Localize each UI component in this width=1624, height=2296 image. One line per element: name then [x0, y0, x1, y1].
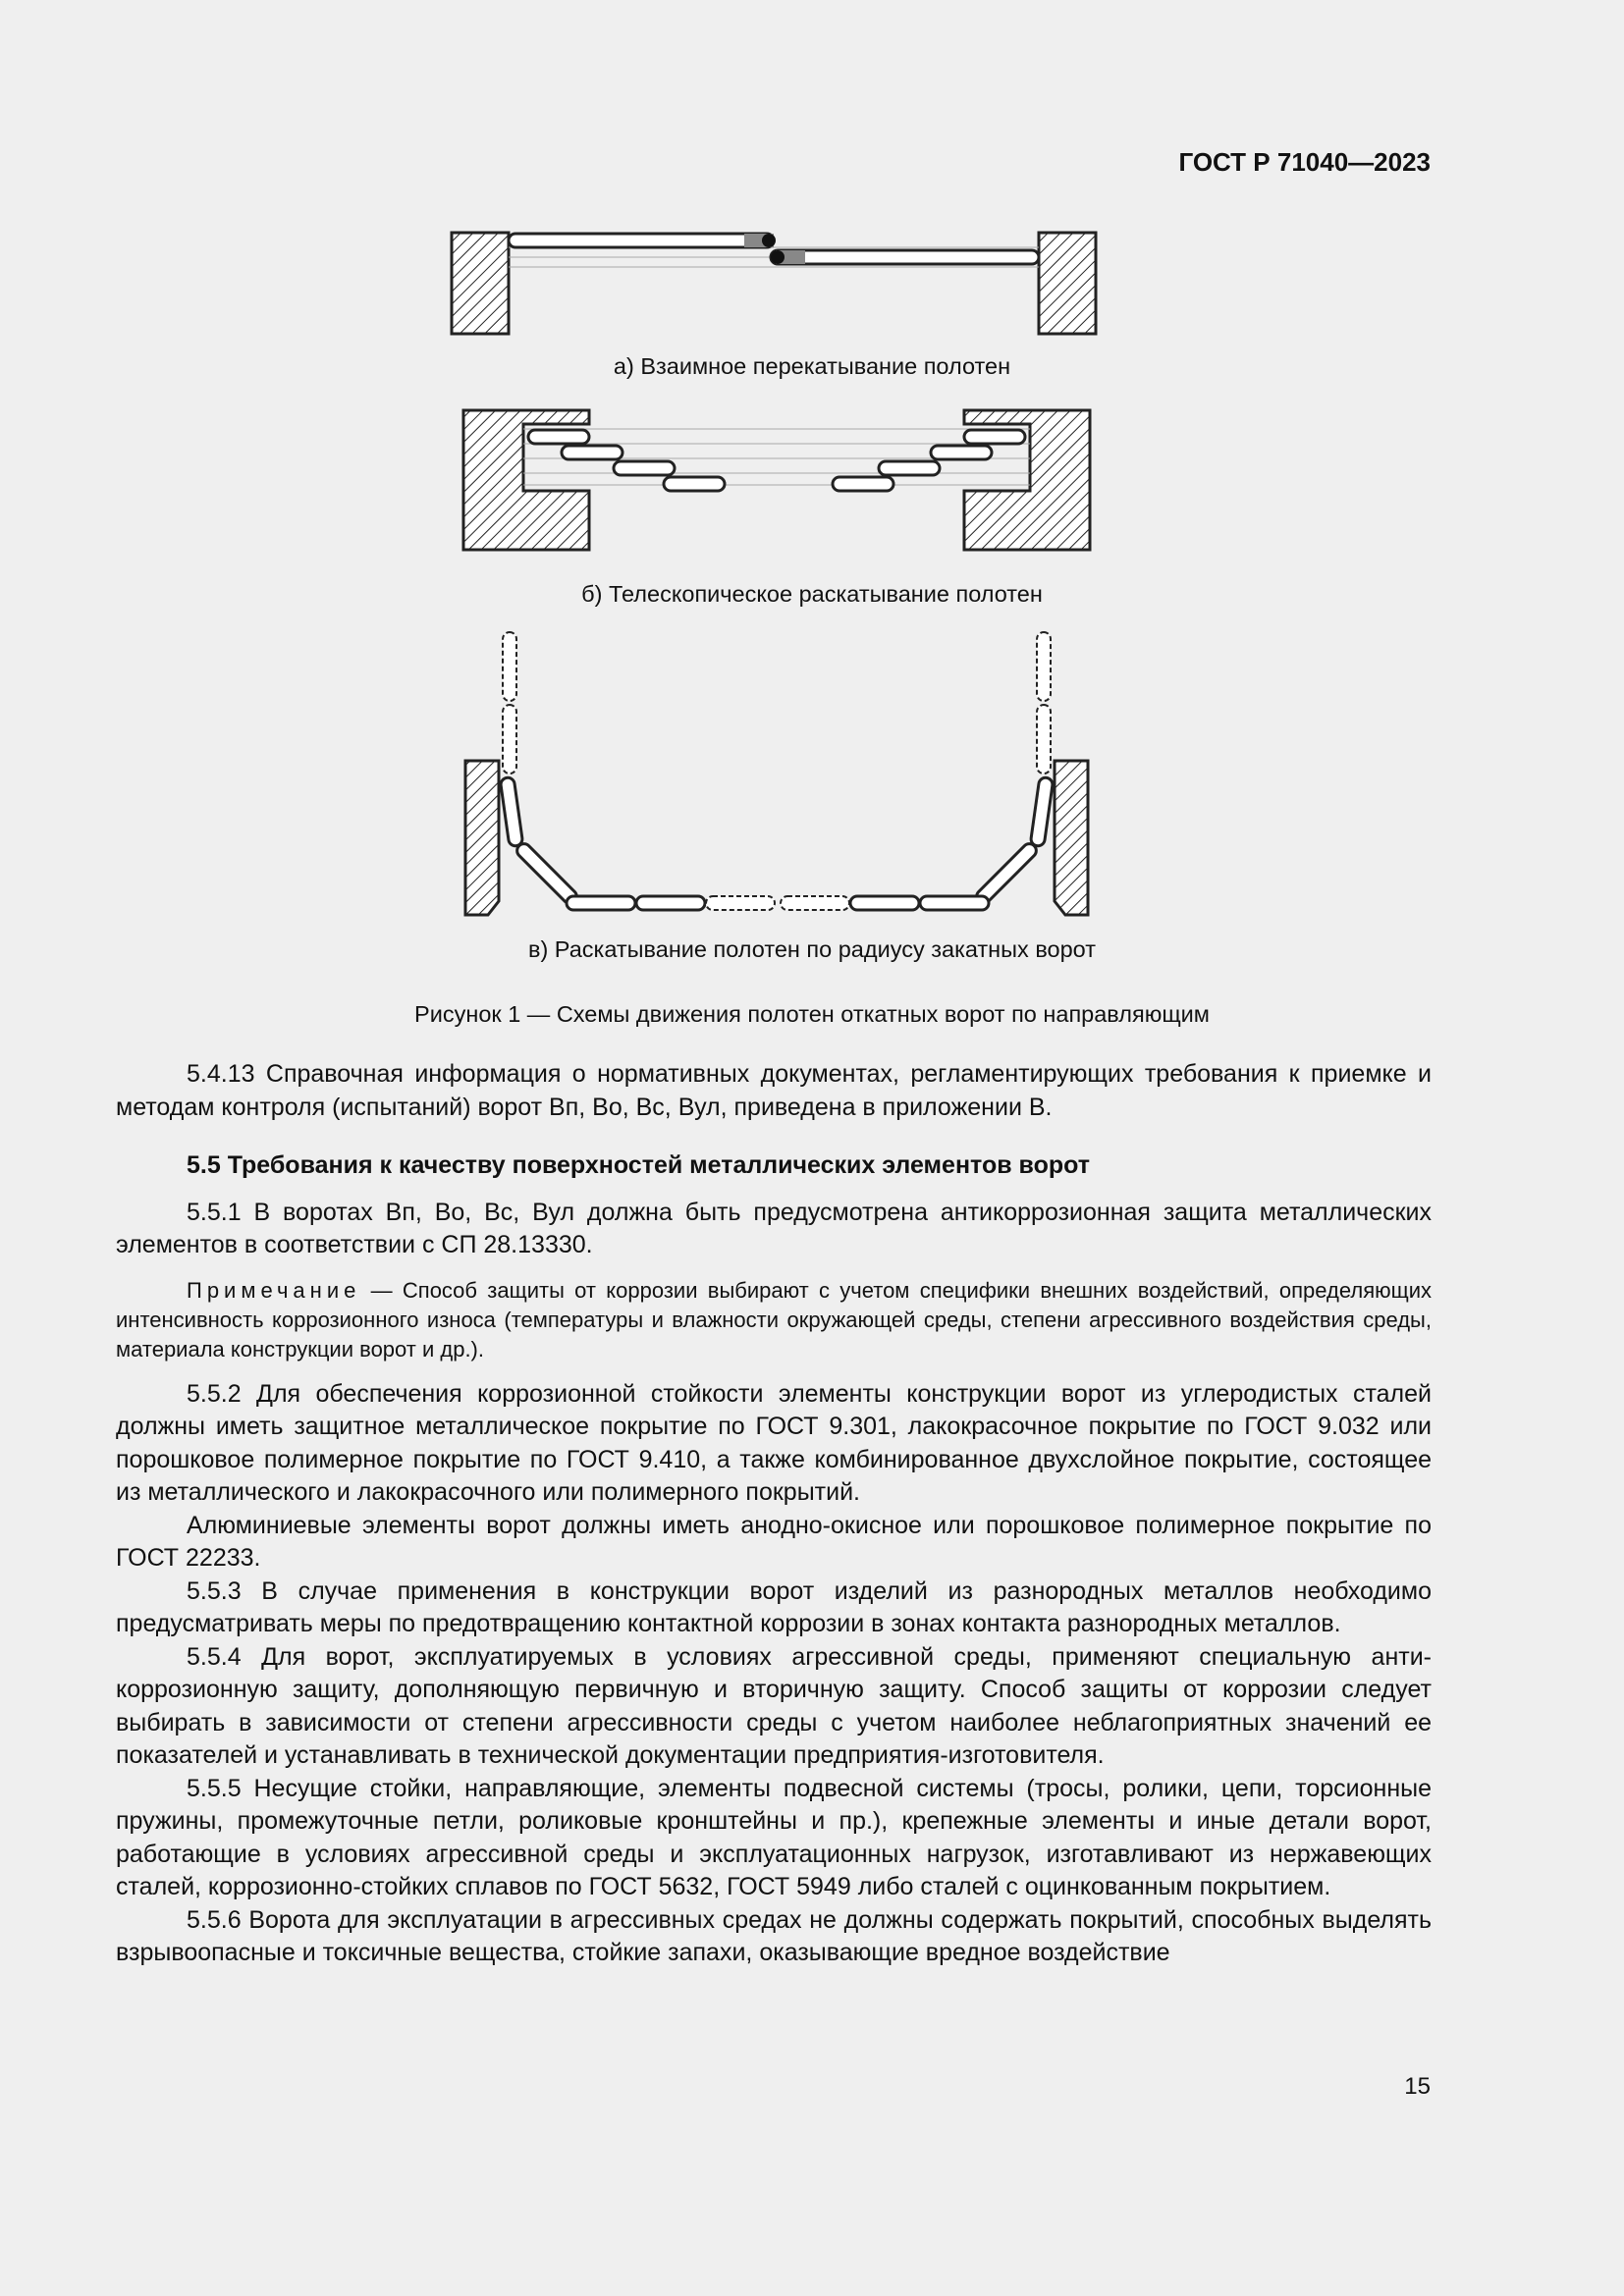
caption-b: б) Телескопическое раскатывание полотен — [581, 581, 1043, 607]
note-text: — Способ защиты от коррозии выбирают с учетом специфики внешних воздействий, определяющих интенсивность коррозионного износа (температуры и влажности окружающей среды, степени агрессивного воздействия среды, материала конструкции ворот и др.). — [116, 1277, 1432, 1362]
figure-title: Рисунок 1 — Схемы движения полотен откатных ворот по направляющим — [414, 1001, 1210, 1027]
paragraph-5-4-13: 5.4.13 Справочная информация о нормативных документах, регламентирующих требования к приемке и методам контроля (испытаний) ворот Вп, Во, Вс, Вул, приведена в приложении В. — [116, 1060, 1432, 1121]
document-header: ГОСТ Р 71040—2023 — [1178, 147, 1431, 177]
note-label: Примечание — [187, 1277, 361, 1303]
diagram-a — [452, 233, 1096, 334]
caption-a: а) Взаимное перекатывание полотен — [613, 353, 1011, 379]
paragraph-5-5-1: 5.5.1 В воротах Вп, Во, Вс, Вул должна быть предусмотрена антикоррозионная защита металлических элементов в соответствии с СП 28.13330. — [116, 1198, 1432, 1258]
paragraph-5-5-2: 5.5.2 Для обеспечения коррозионной стойкости элементы конструкции ворот из углеродистых сталей должны иметь защитное металлическое покрытие по ГОСТ 9.301, лакокрасочное покрытие по ГОСТ 9.032 или порошковое полимерное покрытие по ГОСТ 9.410, а также комбинированное двухслойное покрытие, состоящее из металлического и лакокрасочного или полимерного покрытий. — [116, 1379, 1432, 1506]
diagram-b — [463, 410, 1090, 550]
paragraph-5-5-3: 5.5.3 В случае применения в конструкции ворот изделий из разнородных металлов необходимо предусматривать меры по предотвращению контактной коррозии в зонах контакта разнородных металлов. — [116, 1576, 1432, 1637]
page-number: 15 — [1404, 2073, 1431, 2100]
caption-c: в) Раскатывание полотен по радиусу закатных ворот — [527, 936, 1097, 962]
note — [116, 1276, 1432, 1364]
diagram-c — [465, 632, 1088, 915]
section-heading-5-5: 5.5 Требования к качеству поверхностей металлических элементов ворот — [187, 1151, 1091, 1179]
paragraph-aluminum: Алюминиевые элементы ворот должны иметь анодно-окисное или порошковое полимерное покрытие по ГОСТ 22233. — [116, 1511, 1432, 1572]
paragraph-5-5-4: 5.5.4 Для ворот, эксплуатируемых в условиях агрессивной среды, применяют специальную антикоррозионную защиту, дополняющую первичную и вторичную защиту. Способ защиты от коррозии следует выбирать в зависимости от степени агрессивности среды с учетом наиболее неблагоприятных значений ее показателей и устанавливать в технической документации предприятия-изготовителя. — [116, 1642, 1432, 1769]
paragraph-5-5-5: 5.5.5 Несущие стойки, направляющие, элементы подвесной системы (тросы, ролики, цепи, торсионные пружины, промежуточные петли, роликовые кронштейны и пр.), крепежные элементы и иные детали ворот, работающие в условиях агрессивной среды и эксплуатационных нагрузок, изготавливают из нержавеющих сталей, коррозионно-стойких сплавов по ГОСТ 5632, ГОСТ 5949 либо сталей с оцинкованным покрытием. — [116, 1774, 1432, 1900]
paragraph-5-5-6: 5.5.6 Ворота для эксплуатации в агрессивных средах не должны содержать покрытий, способных выделять взрывоопасные и токсичные вещества, стойкие запахи, оказывающие вредное воздействие — [116, 1905, 1432, 1966]
body-text — [116, 1058, 1432, 1970]
